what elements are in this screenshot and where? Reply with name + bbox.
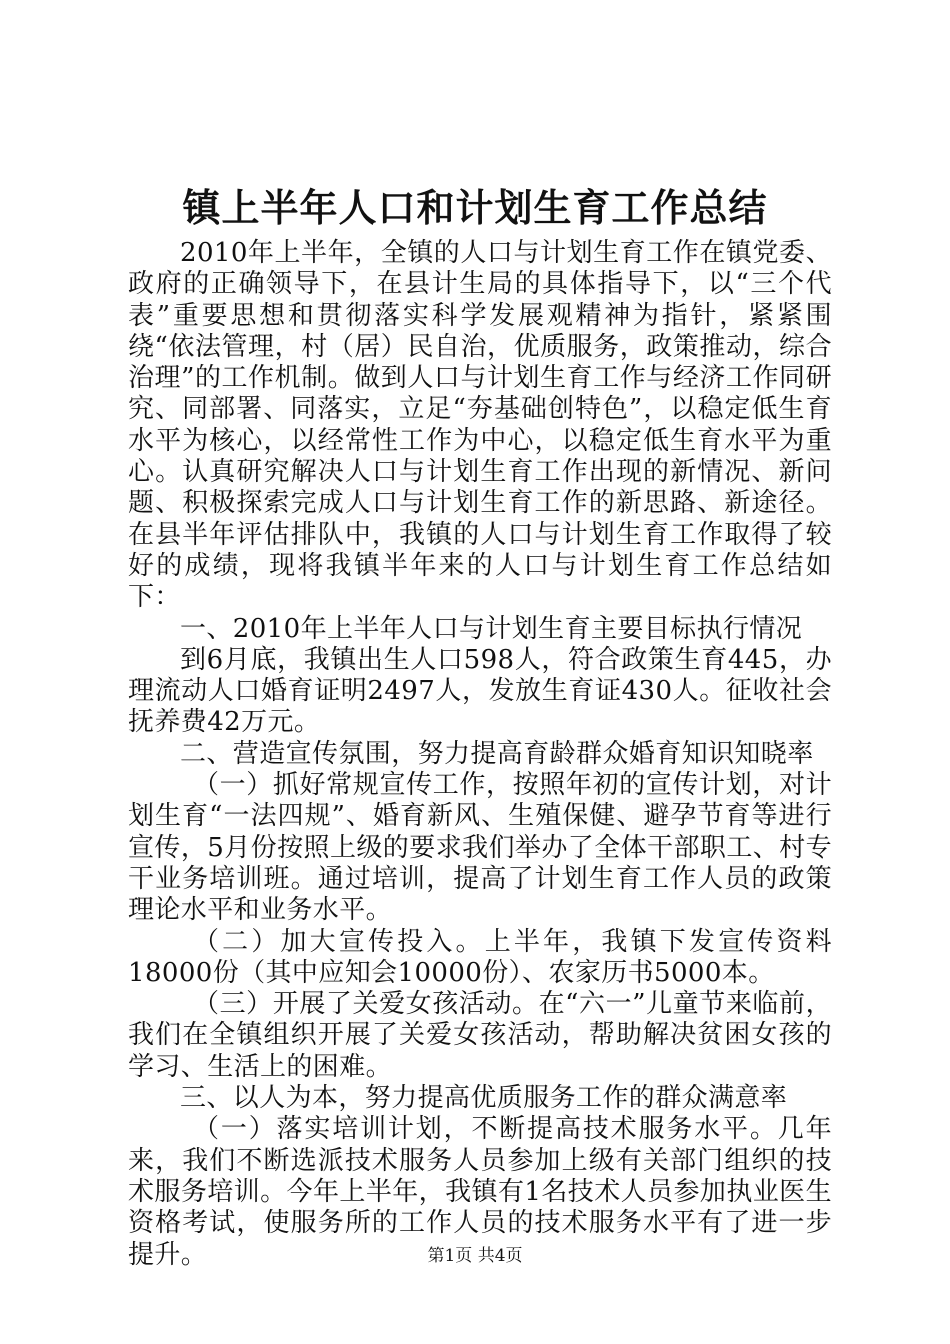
document-title: 镇上半年人口和计划生育工作总结 (182, 185, 768, 230)
paragraph-2-1: （一）抓好常规宣传工作，按照年初的宣传计划，对计划生育“一法四规”、婚育新风、生殖保健、避孕节育等进行宣传，5月份按照上级的要求我们举办了全体干部职工、村专干业务培训班。通过培训，提高了计划生育工作人员的政策理论水平和业务水平。 (128, 770, 832, 926)
document-body (128, 238, 832, 1271)
paragraph-intro: 2010年上半年，全镇的人口与计划生育工作在镇党委、政府的正确领导下，在县计生局的具体指导下，以“三个代表”重要思想和贯彻落实科学发展观精神为指针，紧紧围绕“依法管理，村（居）民自治，优质服务，政策推动，综合治理”的工作机制。做到人口与计划生育工作与经济工作同研究、同部署、同落实，立足“夯基础创特色”，以稳定低生育水平为核心，以经常性工作为中心，以稳定低生育水平为重心。认真研究解决人口与计划生育工作出现的新情况、新问题、积极探索完成人口与计划生育工作的新思路、新途径。在县半年评估排队中，我镇的人口与计划生育工作取得了较好的成绩，现将我镇半年来的人口与计划生育工作总结如下： (128, 238, 832, 613)
section-heading-2: 二、营造宣传氛围，努力提高育龄群众婚育知识知晓率 (180, 738, 814, 769)
paragraph-2-3: （三）开展了关爱女孩活动。在“六一”儿童节来临前，我们在全镇组织开展了关爱女孩活动，帮助解决贫困女孩的学习、生活上的困难。 (128, 989, 832, 1082)
section-heading-1: 一、2010年上半年人口与计划生育主要目标执行情况 (180, 613, 803, 644)
paragraph-3-1: （一）落实培训计划，不断提高技术服务水平。几年来，我们不断选派技术服务人员参加上级有关部门组织的技术服务培训。今年上半年，我镇有1名技术人员参加执业医生资格考试，使服务所的工作人员的技术服务水平有了进一步提升。 (128, 1114, 832, 1270)
paragraph-targets: 到6月底，我镇出生人口598人，符合政策生育445，办理流动人口婚育证明2497人，发放生育证430人。征收社会抚养费42万元。 (128, 644, 832, 738)
section-heading-3: 三、以人为本，努力提高优质服务工作的群众满意率 (180, 1083, 788, 1114)
paragraph-2-2: （二）加大宣传投入。上半年，我镇下发宣传资料18000份（其中应知会10000份）、农家历书5000本。 (128, 926, 832, 988)
page-number: 第1页 共4页 (427, 1246, 523, 1266)
